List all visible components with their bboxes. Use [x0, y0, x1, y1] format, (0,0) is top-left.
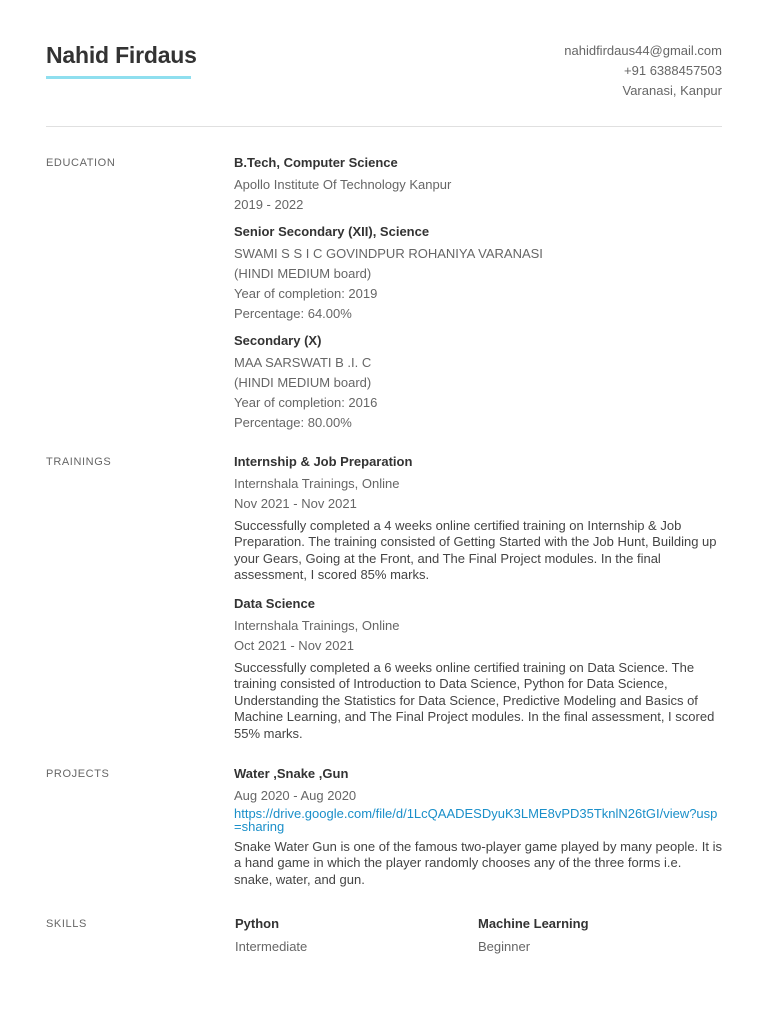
phone-text: +91 6388457503: [624, 63, 722, 78]
section-label-trainings: TRAININGS: [46, 456, 112, 468]
contact-info: [564, 41, 722, 101]
entry-line: Year of completion: 2016: [234, 395, 378, 410]
section-label-projects: PROJECTS: [46, 768, 110, 780]
skill-name: Machine Learning: [478, 916, 589, 931]
training-entry: [234, 453, 722, 584]
section-label-education: EDUCATION: [46, 157, 116, 169]
entry-line: Percentage: 80.00%: [234, 415, 352, 430]
entry-title: Data Science: [234, 596, 315, 611]
project-entry: [234, 765, 722, 888]
entry-line: SWAMI S S I C GOVINDPUR ROHANIYA VARANASI: [234, 246, 543, 261]
education-entry: [234, 154, 722, 215]
entry-dates: Aug 2020 - Aug 2020: [234, 788, 357, 803]
entry-line: Percentage: 64.00%: [234, 306, 352, 321]
location-text: Varanasi, Kanpur: [622, 83, 722, 98]
entry-line: Apollo Institute Of Technology Kanpur: [234, 177, 452, 192]
entry-line: MAA SARSWATI B .I. C: [234, 355, 372, 370]
entry-dates: Nov 2021 - Nov 2021: [234, 496, 357, 511]
skill-item: [235, 915, 307, 957]
skill-name: Python: [235, 916, 280, 931]
entry-description: Successfully completed a 4 weeks online certified training on Internship & Job Preparation. The training consisted of Getting Started with the Job Hunt, Building up your Gears, Going at the Front, and The Final Project modules. In the final assessment, I scored 85% marks.: [234, 518, 717, 583]
entry-organization: Internshala Trainings, Online: [234, 618, 400, 633]
entry-line: (HINDI MEDIUM board): [234, 266, 372, 281]
entry-organization: Internshala Trainings, Online: [234, 476, 400, 491]
project-link[interactable]: https://drive.google.com/file/d/1LcQAADESDyuK3LME8vPD35TknlN26tGI/view?usp=sharing: [234, 806, 718, 834]
entry-title: Water ,Snake ,Gun: [234, 766, 349, 781]
entry-dates: Oct 2021 - Nov 2021: [234, 638, 354, 653]
skill-level: Intermediate: [235, 939, 308, 954]
entry-description: Successfully completed a 6 weeks online certified training on Data Science. The training consisted of Introduction to Data Science, Python for Data Science, Understanding the Statistics for Data Science, Predictive Modeling and Basics of Machine Learning, and The Final Project modules. In the final assessment, I scored 55% marks.: [234, 660, 715, 741]
entry-line: 2019 - 2022: [234, 197, 304, 212]
skill-item: [478, 915, 589, 957]
education-entry: [234, 223, 722, 324]
header-divider: [46, 126, 722, 127]
entry-title: Senior Secondary (XII), Science: [234, 224, 430, 239]
candidate-name: Nahid Firdaus: [46, 42, 197, 68]
training-entry: [234, 595, 722, 742]
entry-line: (HINDI MEDIUM board): [234, 375, 372, 390]
email-text[interactable]: nahidfirdaus44@gmail.com: [564, 43, 722, 58]
entry-line: Year of completion: 2019: [234, 286, 378, 301]
skill-level: Beginner: [478, 939, 531, 954]
section-label-skills: SKILLS: [46, 918, 87, 930]
entry-title: Internship & Job Preparation: [234, 454, 413, 469]
entry-description: Snake Water Gun is one of the famous two-player game played by many people. It is a hand game in which the player randomly chooses any of the three forms i.e. snake, water, and gun.: [234, 839, 722, 887]
entry-title: Secondary (X): [234, 333, 322, 348]
education-entry: [234, 332, 722, 433]
entry-title: B.Tech, Computer Science: [234, 155, 398, 170]
name-underline: [46, 76, 191, 79]
